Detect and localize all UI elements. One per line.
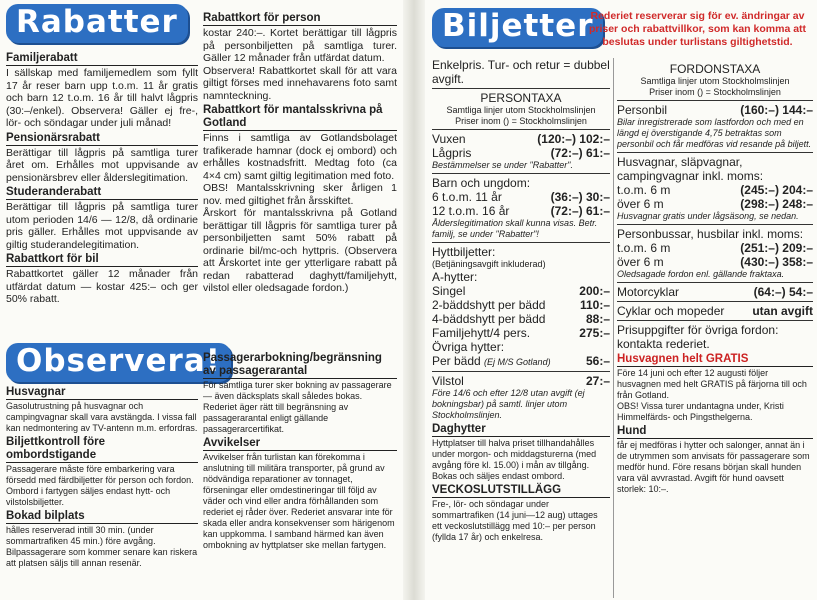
observera-column-left (6, 384, 198, 569)
husvagnar-text: Gasolutrustning på husvagnar och campingvagnar skall vara avstängda. I vissa fall kan nedmontering av TV-antenn m.m. erfordras. (6, 401, 198, 433)
ovriga-hytter-label: Övriga hytter: (432, 340, 505, 354)
bil-rabatt-text: Rabattkortet gäller 12 månader från utfärdat datum — kostar 425:– och ger 50% rabatt. (6, 268, 198, 305)
bokad-bilplats-heading: Bokad bilplats (6, 510, 198, 524)
persontaxa-priser: Priser inom () = Stockholmslinjen (455, 116, 587, 126)
husvagn-over-row (617, 197, 813, 211)
student-text: Berättigar till lågpris på samtliga turer utom perioden 14/6 — 12/8, då ordinarie pris gäller. Erhålles mot uppvisande av giltig studerandelegitimation. (6, 201, 198, 251)
hytt-sub: (Betjäningsavgift inkluderad) (432, 259, 546, 269)
b2-price: 110:– (579, 298, 610, 312)
singel-label: Singel (432, 284, 466, 298)
hytt-heading: Hyttbiljetter: (432, 245, 496, 259)
mc-label: Motorcyklar (617, 285, 680, 299)
perbadd-note: (Ej M/S Gotland) (484, 357, 551, 367)
student-heading: Studeranderabatt (6, 186, 198, 200)
gratis-obs: OBS! Vissa turer undantagna under, Kristi Himmelfärds- och Pingsthelgerna. (617, 401, 784, 422)
daghytter-text: Hyttplatser till halva priset tillhandahålles under morgon- och middagsturerna (med avgång före kl. 15.00) i mån av tillgång. Bokas och säljes endast ombord. (432, 438, 597, 481)
husvagn-6m-price: (245:–) 204:– (740, 183, 813, 197)
rabatter-banner: Rabatter (6, 4, 188, 43)
fordonstaxa-linje: Samtliga linjer utom Stockholmslinjen (640, 76, 790, 86)
rabattkort-person-text: kostar 240:–. Kortet berättigar till lågpris på personbiljetten på samtliga turer. Gäller 12 månader från utfärdat datum. (203, 27, 397, 64)
lagpris-note: Bestämmelser se under "Rabatter". (432, 160, 573, 170)
barn1-row (432, 190, 610, 204)
vuxen-row (432, 132, 610, 146)
husvagn-note: Husvagnar gratis under lågsäsong, se nedan. (617, 211, 799, 221)
bokad-bilplats-text: hålles reserverad intill 30 min. (under sommartrafiken 45 min.) före avgång. Bilpassagerare som kommer senare kan riskera att platsen säljs till annan resenär. (6, 525, 198, 568)
column-divider (613, 58, 614, 598)
b2-row (432, 298, 610, 312)
prisuppgift-text: Prisuppgifter för övriga fordon: kontakta rederiet. (617, 323, 779, 351)
fordonstaxa-title: FORDONSTAXA (669, 62, 761, 76)
buss-over-price: (430:–) 358:– (740, 255, 813, 269)
mantal-text: Finns i samtliga av Gotlandsbolaget trafikerade hamnar (dock ej ombord) och erhålles kostnadsfritt. Medtag foto (ca 4×4 cm) samt giltig legitimation med foto. (203, 132, 397, 182)
buss-heading: Personbussar, husbilar inkl. moms: (617, 227, 804, 241)
buss-over-row (617, 255, 813, 269)
buss-note: Oledsagade fordon enl. gällande fraktaxa. (617, 269, 785, 279)
mantal-arskort: Årskort för mantalsskrivna på Gotland berättigar till lågpris för samtliga turer på personbiljetten samt 50% rabatt på ordinarie bil/mc-och hyttpris. (Observera att Årskortet inte ger ytterligare rabatt på redan rabatterad daghytt/familjehytt, vilstol eller oledsagade fordon.) (203, 207, 397, 294)
barn-note: Ålderslegitimation skall kunna visas. Betr. familj, se under "Rabatter"! (432, 218, 598, 239)
lagpris-row (432, 146, 610, 160)
lagpris-price: (72:–) 61:– (550, 146, 610, 160)
barn2-price: (72:–) 61:– (550, 204, 610, 218)
b4-price: 88:– (585, 312, 610, 326)
husvagn-heading: Husvagnar, släpvagnar, campingvagnar inkl. moms: (617, 155, 764, 183)
vilstol-note: Före 14/6 och efter 12/8 utan avgift (ej bokningsbar) på samtl. linjer utom Stockholmslinjen. (432, 388, 585, 420)
bil-rabatt-heading: Rabattkort för bil (6, 253, 198, 267)
pension-text: Berättigar till lågpris på samtliga turer året om. Erhålles mot uppvisande av pensionärsbrev eller ålderslegitimation. (6, 146, 198, 184)
cykel-label: Cyklar och mopeder (617, 304, 725, 318)
daghytter-heading: Daghytter (432, 423, 610, 437)
divider (617, 100, 813, 101)
biljetter-banner: Biljetter (432, 8, 603, 47)
passagerarbokning-heading: Passagerarbokning/begränsning av passagerarantal (203, 352, 397, 379)
barn-heading: Barn och ungdom: (432, 176, 531, 190)
buss-6m-label: t.o.m. 6 m (617, 241, 671, 255)
divider (432, 173, 610, 174)
personbil-label: Personbil (617, 103, 668, 117)
vuxen-label: Vuxen (432, 132, 466, 146)
personbil-note: Bilar inregistrerade som lastfordon och med en längd ej överstigande 4,75 betraktas som personbil och får medföras vid resande på biljett. (617, 117, 812, 149)
cykel-row (617, 304, 813, 318)
avvikelser-text: Avvikelser från turlistan kan förekomma i anslutning till militära transporter, på grund av nödvändiga reparationer av tonnaget, förseningar eller omdestineringar till följd av väder och vind eller andra förhållanden som rederiet ej råder över. Rederiet ansvarar inte för skada eller andra konsekvenser som härigenom kan uppkomma. I samband härmed kan även ombokning av hyttplatser ske mellan fartygen. (203, 452, 395, 550)
perbadd-price: 56:– (585, 354, 610, 368)
divider (617, 320, 813, 321)
vilstol-label: Vilstol (432, 374, 464, 388)
mc-price: (64:–) 54:– (753, 285, 813, 299)
passagerarbokning-text: För samtliga turer sker bokning av passagerare — även däcksplats skall således bokas. Rederiet äger rätt till begränsning av passagerarantal enligt gällande passagerarcertifikat. (203, 380, 392, 434)
rabatter-column (6, 50, 198, 306)
rabattkort-person-heading: Rabattkort för person (203, 12, 397, 26)
divider (617, 224, 813, 225)
vuxen-price: (120:–) 102:– (537, 132, 610, 146)
pension-heading: Pensionärsrabatt (6, 132, 198, 146)
gratis-heading: Husvagnen helt GRATIS (617, 353, 813, 367)
ahytter-label: A-hytter: (432, 270, 478, 284)
mantal-obs: OBS! Mantalsskrivning sker årligen 1 nov. med giltighet från årsskiftet. (203, 182, 397, 207)
barn1-price: (36:–) 30:– (550, 190, 610, 204)
persontaxa-column (432, 58, 610, 543)
b2-label: 2-bäddshytt per bädd (432, 298, 546, 312)
husvagn-6m-label: t.o.m. 6 m (617, 183, 671, 197)
persontaxa-linje: Samtliga linjer utom Stockholmslinjen (446, 105, 596, 115)
veckoslut-text: Fre-, lör- och söndagar under sommartrafiken (14 juni—12 aug) uttages ett veckoslutstillägg med 10:– per person (fyllda 17 år) och enkelresa. (432, 499, 598, 542)
familjerabatt-text: I sällskap med familjemedlem som fyllt 17 år reser barn upp t.o.m. 11 år gratis och barn 12 t.o.m. 16 år till halvt lågpris (30:–/enkel). Observera! Gäller ej fre-, lör- och söndagar under juli månad! (6, 67, 198, 129)
perbadd-label: Per bädd (432, 354, 481, 368)
gratis-text: Före 14 juni och efter 12 augusti följer husvagnen med helt GRATIS på färjorna till och från Gotland. (617, 368, 807, 400)
divider (617, 152, 813, 153)
biljettkontroll-heading: Biljettkontroll före ombordstigande (6, 436, 198, 463)
persontaxa-title: PERSONTAXA (480, 91, 562, 105)
divider (617, 282, 813, 283)
vilstol-row (432, 374, 610, 388)
b4-row (432, 312, 610, 326)
barn2-label: 12 t.o.m. 16 år (432, 204, 510, 218)
rabattkort-column (203, 10, 397, 295)
page-fold (403, 0, 425, 600)
hund-heading: Hund (617, 425, 813, 439)
personbil-row (617, 103, 813, 117)
buss-over-label: över 6 m (617, 255, 664, 269)
price-notice: Rederiet reserverar sig för ev. ändringar av priser och rabattvillkor, som kan komma att beslutas under turlistans giltighetstid. (588, 10, 807, 48)
singel-price: 200:– (579, 284, 610, 298)
familjerabatt-heading: Familjerabatt (6, 52, 198, 66)
cykel-price: utan avgift (752, 304, 813, 318)
divider (617, 301, 813, 302)
familjehytt-price: 275:– (579, 326, 610, 340)
vilstol-price: 27:– (585, 374, 610, 388)
singel-row (432, 284, 610, 298)
husvagn-over-price: (298:–) 248:– (740, 197, 813, 211)
hund-text: får ej medföras i hytter och salonger, annat än i de utrymmen som anvisats för passagerare som medför hund. Före resans början skall hunden vara väl avvrastad. Avgift för hund oavsett storlek: 10:–. (617, 440, 810, 494)
mc-row (617, 285, 813, 299)
husvagn-over-label: över 6 m (617, 197, 664, 211)
divider (432, 371, 610, 372)
husvagnar-heading: Husvagnar (6, 386, 198, 400)
divider (432, 88, 610, 89)
rabattkort-observera: Observera! Rabattkortet skall för att vara giltigt förses med innehavarens foto samt namnteckning. (203, 64, 397, 102)
husvagn-6m-row (617, 183, 813, 197)
personbil-price: (160:–) 144:– (740, 103, 813, 117)
barn2-row (432, 204, 610, 218)
mantal-heading: Rabattkort för mantalsskrivna på Gotland (203, 104, 397, 131)
lagpris-label: Lågpris (432, 146, 472, 160)
avvikelser-heading: Avvikelser (203, 437, 397, 451)
fordonstaxa-priser: Priser inom () = Stockholmslinjen (649, 87, 781, 97)
familjehytt-label: Familjehytt/4 pers. (432, 326, 531, 340)
b4-label: 4-bäddshytt per bädd (432, 312, 546, 326)
biljettkontroll-text: Passagerare måste före embarkering vara försedd med färdbiljetter för person och fordon. Ombord i fartygen säljes endast hytt- och vilstolsbiljetter. (6, 464, 194, 507)
divider (432, 129, 610, 130)
fordonstaxa-column (617, 62, 813, 495)
perbadd-row (432, 354, 610, 369)
veckoslut-heading: VECKOSLUTSTILLÄGG (432, 484, 610, 498)
buss-6m-row (617, 241, 813, 255)
enkelpris-text: Enkelpris. Tur- och retur = dubbel avgift. (432, 58, 610, 86)
observera-banner: Observera! (6, 343, 231, 382)
barn1-label: 6 t.o.m. 11 år (432, 190, 502, 204)
buss-6m-price: (251:–) 209:– (740, 241, 813, 255)
familjehytt-row (432, 326, 610, 340)
divider (432, 242, 610, 243)
observera-column-right (203, 350, 397, 551)
